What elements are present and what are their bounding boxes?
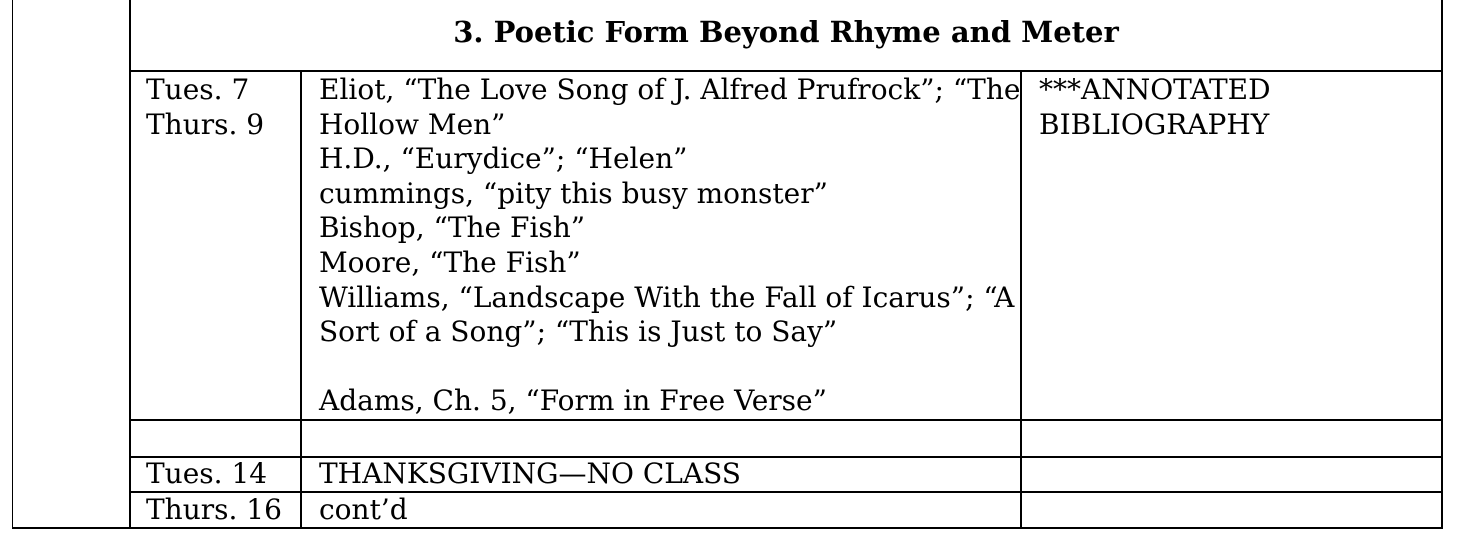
reading-line: cummings, “pity this busy monster” xyxy=(319,176,828,210)
row1-bottom-border xyxy=(129,419,1443,421)
reading-line: Williams, “Landscape With the Fall of Icarus”; “A xyxy=(319,280,1015,314)
table-right-border xyxy=(1441,0,1443,529)
reading-line: Sort of a Song”; “This is Just to Say” xyxy=(319,315,838,349)
reading-line: Adams, Ch. 5, “Form in Free Verse” xyxy=(319,384,827,418)
row1-dates xyxy=(146,73,264,142)
row1-readings xyxy=(319,73,1020,419)
date-label: Thurs. 9 xyxy=(146,107,265,141)
section-title: 3. Poetic Form Beyond Rhyme and Meter xyxy=(453,15,1119,49)
row4-dates: Thurs. 16 xyxy=(146,493,282,526)
note-line: BIBLIOGRAPHY xyxy=(1039,107,1270,141)
reading-line: Moore, “The Fish” xyxy=(319,245,581,279)
table-left-border xyxy=(129,0,131,529)
reading-line: Eliot, “The Love Song of J. Alfred Prufrock”; “The xyxy=(319,73,1021,106)
date-label: Tues. 7 xyxy=(146,73,250,106)
row3-dates: Tues. 14 xyxy=(146,457,268,490)
reading-line: Hollow Men” xyxy=(319,107,506,141)
title-bottom-border xyxy=(129,70,1443,72)
row3-readings: THANKSGIVING—NO CLASS xyxy=(319,457,741,490)
reading-line: Bishop, “The Fish” xyxy=(319,211,586,245)
note-line: ***ANNOTATED xyxy=(1039,73,1271,106)
reading-line: H.D., “Eurydice”; “Helen” xyxy=(319,142,688,176)
row1-notes xyxy=(1039,73,1271,142)
row4-readings: cont’d xyxy=(319,493,408,526)
outer-left-border xyxy=(12,0,13,529)
date-column-divider xyxy=(300,71,302,529)
blank-line xyxy=(319,350,1020,385)
